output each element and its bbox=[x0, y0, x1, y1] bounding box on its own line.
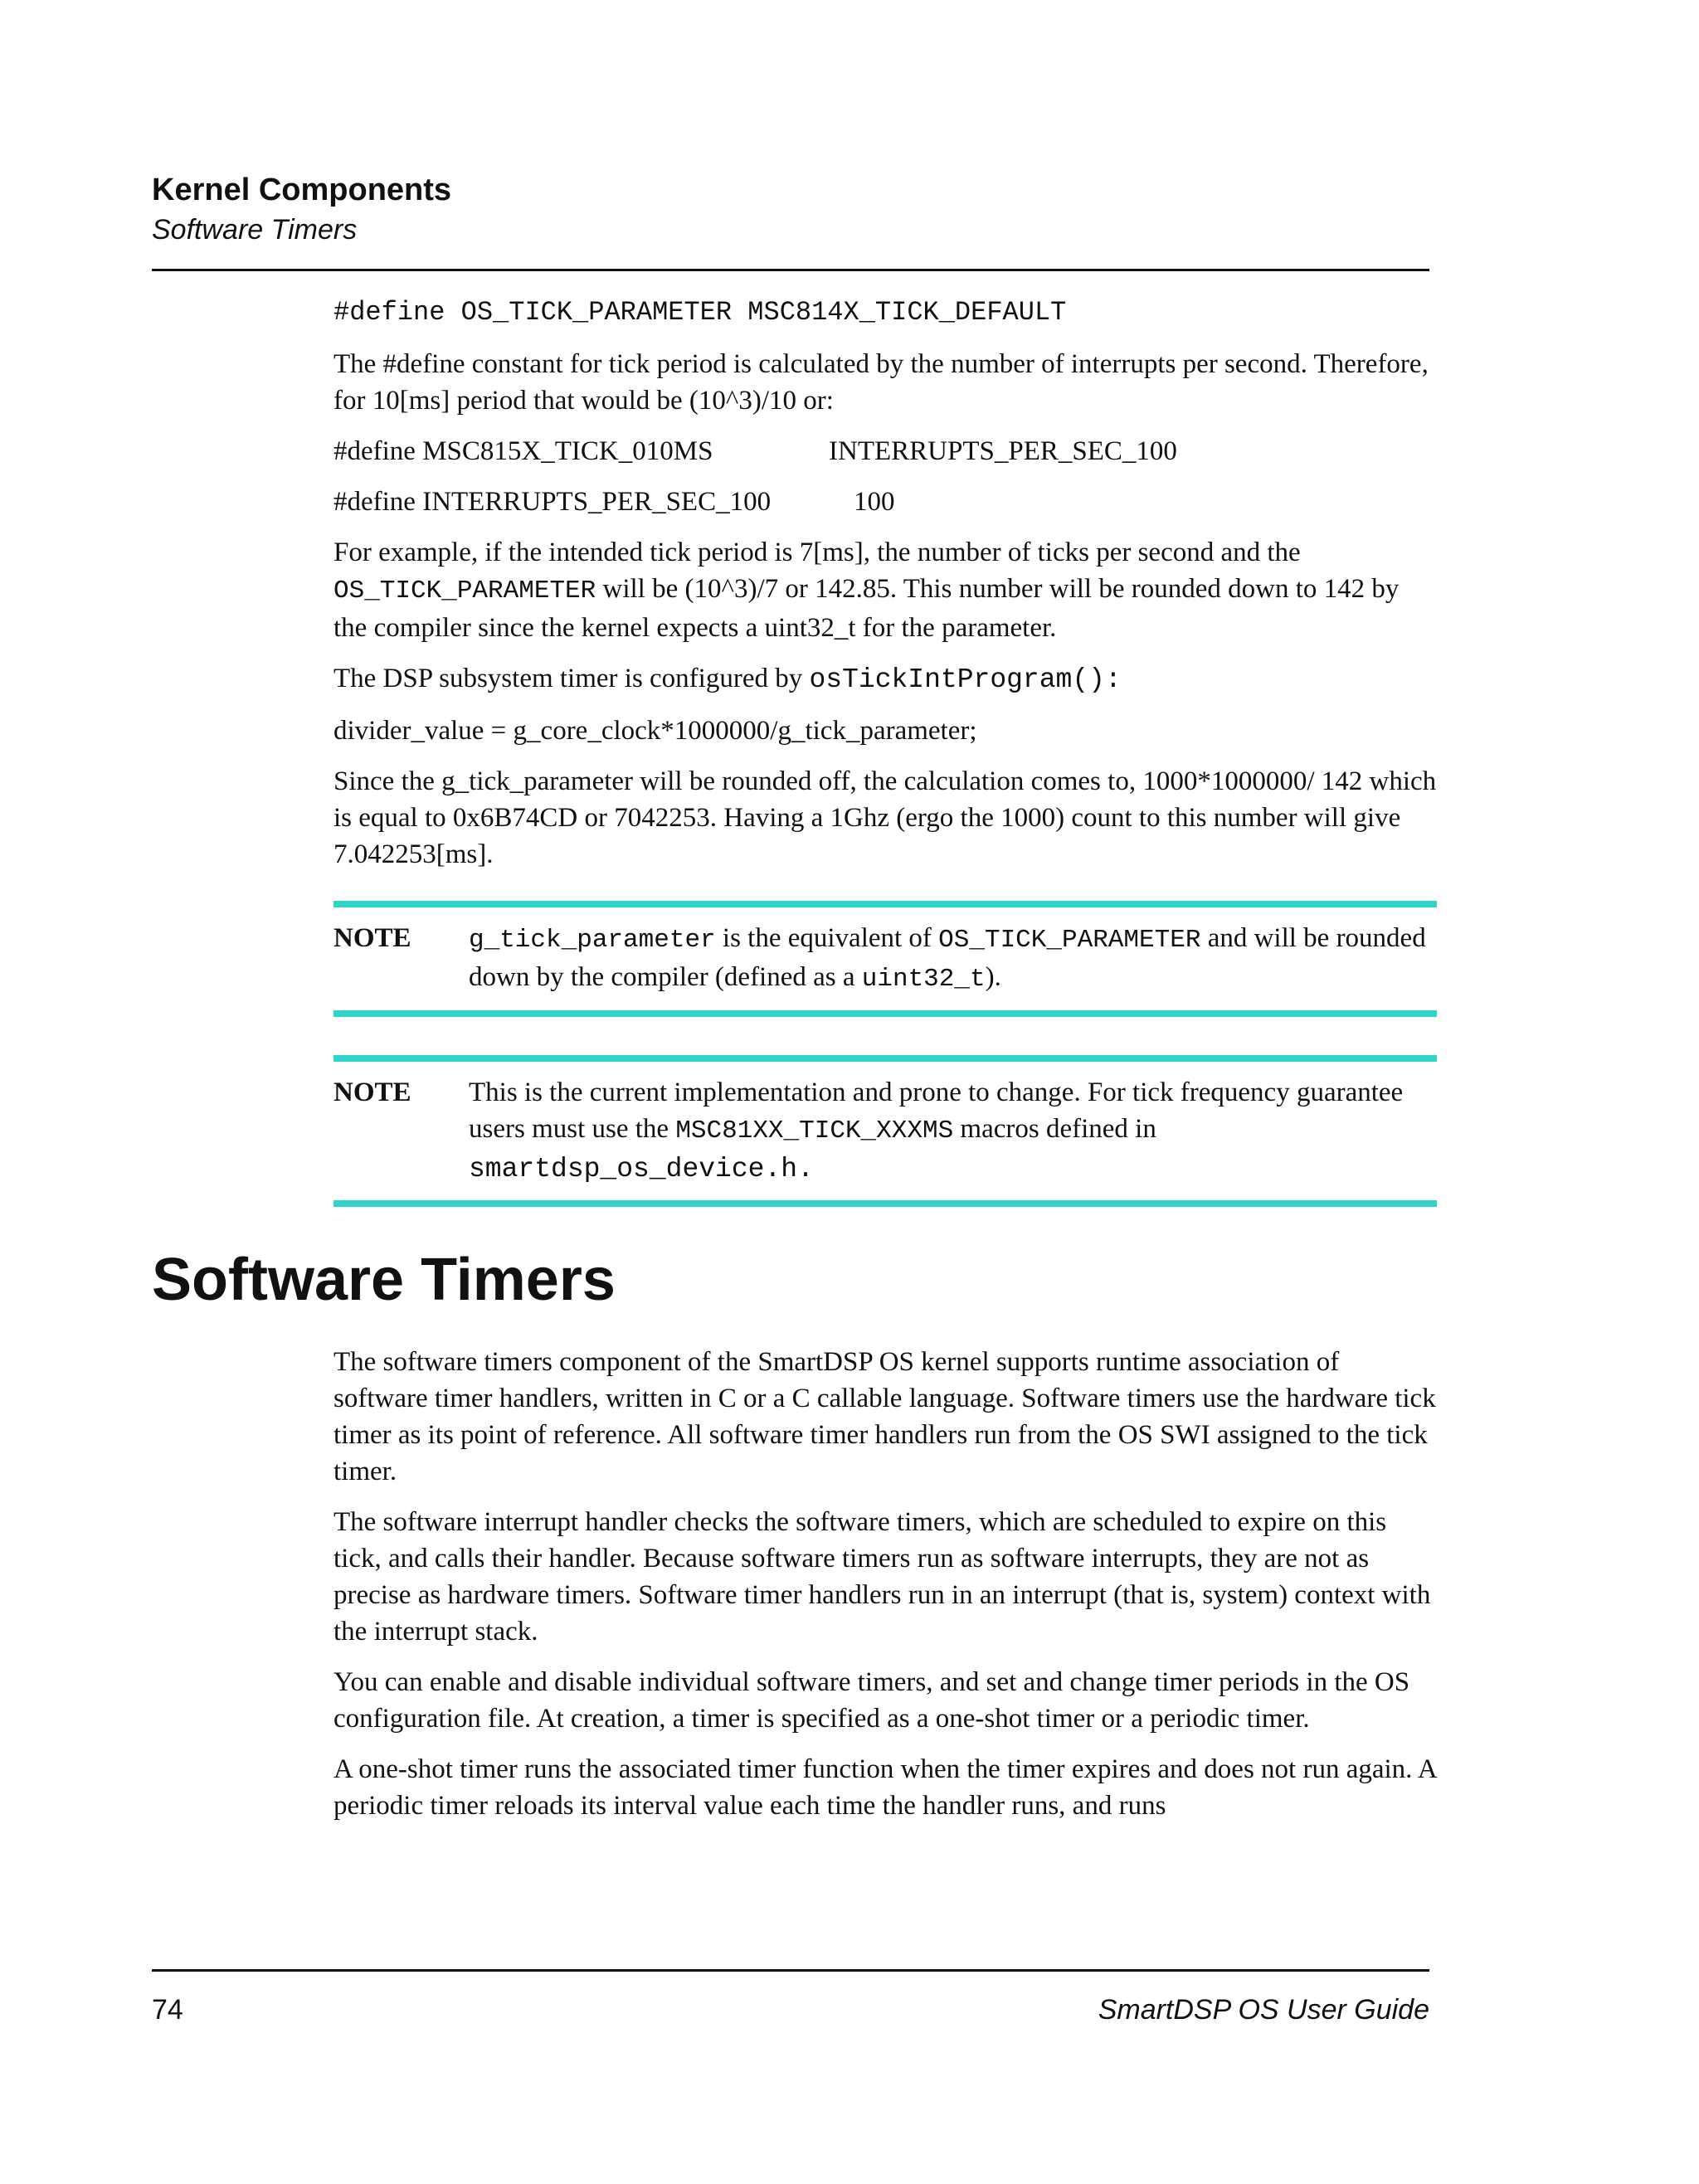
define-name: #define INTERRUPTS_PER_SEC_100 bbox=[333, 487, 772, 517]
text-run: macros defined in bbox=[953, 1114, 1156, 1144]
top-content bbox=[333, 294, 1437, 1207]
paragraph: The software interrupt handler checks the software timers, which are scheduled to expire on this tick, and calls their handler. Because software timers run as software interrupts, they are not as precise as hardware timers. Software timer handlers run in an interrupt (that is, system) context with the interrupt stack. bbox=[333, 1507, 1431, 1647]
paragraph: The software timers component of the SmartDSP OS kernel supports runtime association of software timer handlers, written in C or a C callable language. Software timers use the hardware tick timer as its point of reference. All software timer handlers run from the OS SWI assigned to the tick timer. bbox=[333, 1347, 1436, 1486]
paragraph: The #define constant for tick period is calculated by the number of interrupts per second. Therefore, for 10[ms] period that would be (10^3)/10 or: bbox=[333, 349, 1429, 416]
inline-code: OS_TICK_PARAMETER bbox=[938, 926, 1201, 955]
define-value: 100 bbox=[854, 487, 895, 517]
note-body bbox=[469, 920, 1437, 998]
section-heading: Software Timers bbox=[152, 1247, 616, 1313]
note-body bbox=[469, 1074, 1437, 1188]
note-label: NOTE bbox=[333, 1077, 411, 1107]
paragraph: Since the g_tick_parameter will be rounded off, the calculation comes to, 1000*1000000/ 142 which is equal to 0x6B74CD or 7042253. Having a 1Ghz (ergo the 1000) count to this number will give 7.042253[ms]. bbox=[333, 766, 1437, 869]
inline-code: OS_TICK_PARAMETER bbox=[333, 576, 596, 606]
paragraph bbox=[333, 534, 1437, 646]
paragraph: You can enable and disable individual software timers, and set and change timer periods in the OS configuration file. At creation, a timer is specified as a one-shot timer or a periodic timer. bbox=[333, 1667, 1410, 1734]
inline-code: smartdsp_os_device.h. bbox=[469, 1154, 814, 1184]
define-name: #define MSC815X_TICK_010MS bbox=[333, 436, 713, 466]
define-value: INTERRUPTS_PER_SEC_100 bbox=[829, 436, 1177, 466]
paragraph bbox=[333, 660, 1437, 698]
header-rule bbox=[152, 269, 1429, 271]
text-run: The DSP subsystem timer is configured by bbox=[333, 664, 810, 693]
running-header-section: Software Timers bbox=[152, 214, 358, 246]
text-run: is the equivalent of bbox=[715, 923, 939, 953]
inline-code: MSC81XX_TICK_XXXMS bbox=[675, 1116, 954, 1146]
note-label: NOTE bbox=[333, 923, 411, 953]
running-header-chapter: Kernel Components bbox=[152, 173, 452, 207]
note-box bbox=[333, 1055, 1437, 1207]
inline-code: g_tick_parameter bbox=[469, 926, 716, 955]
footer-doc-title: SmartDSP OS User Guide bbox=[1098, 1994, 1429, 2026]
text-run: For example, if the intended tick period is 7[ms], the number of ticks per second and the bbox=[333, 537, 1301, 567]
footer-rule bbox=[152, 1969, 1429, 1972]
page-number: 74 bbox=[152, 1994, 183, 2026]
inline-code: uint32_t bbox=[861, 965, 986, 994]
text-run: ). bbox=[985, 962, 1001, 992]
section-content bbox=[333, 1344, 1437, 1838]
text-run: will be (10^3)/7 or 142.85. This number will be rounded down to 142 by the compiler since the kernel expects a uint32_t for the parameter. bbox=[333, 574, 1400, 643]
define-row bbox=[333, 433, 1437, 469]
define-row bbox=[333, 484, 1437, 520]
paragraph: A one-shot timer runs the associated timer function when the timer expires and does not run again. A periodic timer reloads its interval value each time the handler runs, and runs bbox=[333, 1754, 1436, 1821]
code-line: #define OS_TICK_PARAMETER MSC814X_TICK_DEFAULT bbox=[333, 297, 1067, 328]
text-run: and will be rounded down by the compiler (defined as a bbox=[469, 923, 1426, 992]
inline-code: osTickIntProgram(): bbox=[809, 664, 1122, 695]
paragraph: divider_value = g_core_clock*1000000/g_tick_parameter; bbox=[333, 716, 977, 746]
text-run: This is the current implementation and prone to change. For tick frequency guarantee users must use the bbox=[469, 1077, 1404, 1144]
note-box bbox=[333, 901, 1437, 1017]
